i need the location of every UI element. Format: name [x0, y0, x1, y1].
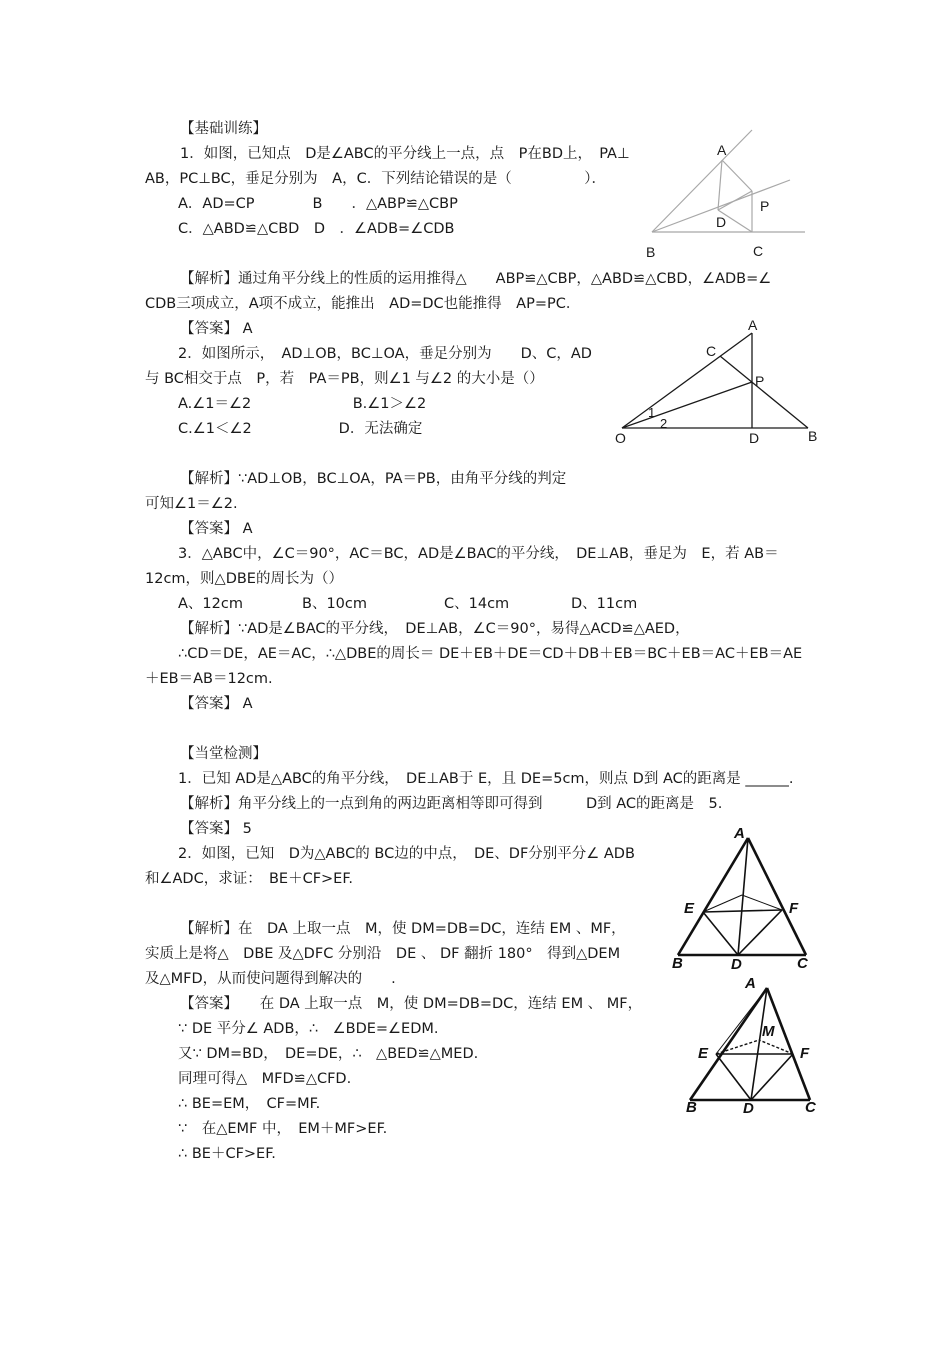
q1-fig-label-a: A — [717, 142, 727, 158]
q2-fig-angle2: 2 — [660, 416, 668, 431]
q2-stem-line2: 与 BC相交于点 P，若 PA＝PB，则∠1 与∠2 的大小是（） — [145, 371, 544, 387]
s2-q2-answer-line7: ∴ BE＋CF>EF. — [178, 1146, 276, 1162]
q3-option-c: C、14cm — [444, 596, 510, 612]
s2-q2-figure-1 — [668, 822, 813, 974]
s2-q1-answer: 【答案】 5 — [180, 821, 252, 837]
q3-analysis-line1: 【解析】∵AD是∠BAC的平分线， DE⊥AB，∠C＝90°，易得△ACD≌△AED， — [180, 621, 690, 637]
s2-fig2-label-b: B — [686, 1099, 697, 1116]
q1-fig-label-c: C — [753, 243, 764, 259]
s2-q2-stem-line2: 和∠ADC，求证： BE＋CF>EF. — [145, 871, 353, 887]
section-title-basic: 【基础训练】 — [180, 121, 267, 137]
q1-stem-line1: 1．如图，已知点 D是∠ABC的平分线上一点，点 P在BD上， PA⊥ — [180, 146, 630, 162]
q2-fig-label-a: A — [748, 317, 758, 333]
q2-options-line1: A.∠1＝∠2 B.∠1＞∠2 — [178, 396, 427, 412]
s2-fig1-label-a: A — [734, 825, 745, 842]
s2-q2-analysis-line3: 及△MFD，从而使问题得到解决的 . — [145, 971, 396, 987]
q2-fig-label-o: O — [615, 430, 626, 446]
s2-q1-stem: 1．已知 AD是△ABC的角平分线， DE⊥AB于 E，且 DE=5cm，则点 D到 AC的距离是 ______. — [178, 771, 794, 787]
q2-answer: 【答案】 A — [180, 521, 253, 537]
s2-fig2-label-a: A — [745, 975, 756, 992]
q1-fig-label-d: D — [716, 214, 727, 230]
q3-stem-line2: 12cm，则△DBE的周长为（） — [145, 571, 343, 587]
s2-fig1-label-c: C — [797, 955, 808, 972]
q2-fig-label-p: P — [755, 373, 765, 389]
q3-option-b: B、10cm — [302, 596, 367, 612]
s2-fig2-label-d: D — [743, 1100, 754, 1117]
s2-fig2-label-m: M — [762, 1023, 775, 1040]
q3-analysis-line3: ＋EB＝AB＝12cm. — [145, 671, 273, 687]
q1-fig-label-b: B — [646, 244, 656, 260]
s2-q2-answer-line6: ∵ 在△EMF 中， EM＋MF>EF. — [178, 1121, 388, 1137]
s2-fig1-label-b: B — [672, 955, 683, 972]
q2-analysis-line2: 可知∠1＝∠2. — [145, 496, 238, 512]
s2-fig2-label-f: F — [800, 1045, 810, 1062]
q1-answer: 【答案】 A — [180, 321, 253, 337]
q1-options-line1: A．AD=CP B ．△ABP≌△CBP — [178, 196, 458, 212]
q2-figure — [610, 315, 825, 450]
s2-q2-answer-line4: 同理可得△ MFD≌△CFD. — [178, 1071, 352, 1087]
section-title-check: 【当堂检测】 — [180, 746, 267, 762]
s2-fig1-label-e: E — [684, 900, 695, 917]
q3-answer: 【答案】 A — [180, 696, 253, 712]
q2-fig-angle1: 1 — [648, 405, 656, 420]
s2-q2-answer-line2: ∵ DE 平分∠ ADB，∴ ∠BDE=∠EDM. — [178, 1021, 439, 1037]
q2-fig-label-d: D — [749, 430, 760, 446]
s2-fig2-label-e: E — [698, 1045, 709, 1062]
s2-q2-figure-2 — [680, 972, 820, 1120]
s2-q2-answer-line1: 【答案】 在 DA 上取一点 M，使 DM=DB=DC，连结 EM 、 MF， — [180, 996, 643, 1012]
s2-fig1-label-f: F — [789, 900, 799, 917]
s2-fig1-label-d: D — [731, 956, 742, 973]
q1-stem-line2: AB，PC⊥BC，垂足分别为 A，C．下列结论错误的是（ ）． — [145, 171, 606, 187]
q3-option-d: D、11cm — [571, 596, 638, 612]
q2-fig-label-c: C — [706, 343, 717, 359]
s2-q2-analysis-line1: 【解析】在 DA 上取一点 M，使 DM=DB=DC，连结 EM 、MF， — [180, 921, 626, 937]
q3-option-a: A、12cm — [178, 596, 243, 612]
q2-options-line2: C.∠1＜∠2 D．无法确定 — [178, 421, 423, 437]
s2-q2-analysis-line2: 实质上是将△ DBE 及△DFC 分别沿 DE 、 DF 翻折 180° 得到△DEM — [145, 946, 621, 962]
q1-fig-label-p: P — [760, 198, 770, 214]
q2-fig-label-b: B — [808, 428, 818, 444]
q3-stem-line1: 3．△ABC中，∠C＝90°，AC＝BC，AD是∠BAC的平分线， DE⊥AB，垂足为 E，若 AB＝ — [178, 546, 779, 562]
s2-q2-answer-line3: 又∵ DM=BD， DE=DE，∴ △BED≌△MED. — [178, 1046, 479, 1062]
q1-options-line2: C．△ABD≌△CBD D ．∠ADB=∠CDB — [178, 221, 455, 237]
q1-analysis-line2: CDB三项成立，A项不成立，能推出 AD=DC也能推得 AP=PC． — [145, 296, 581, 312]
q1-analysis-line1: 【解析】通过角平分线上的性质的运用推得△ ABP≌△CBP，△ABD≌△CBD，∠ADB=∠ — [180, 271, 772, 287]
q1-figure — [640, 125, 815, 265]
q3-analysis-line2: ∴CD＝DE，AE＝AC，∴△DBE的周长＝ DE＋EB＋DE＝CD＋DB＋EB＝BC＋EB＝AC＋EB＝AE — [178, 646, 803, 662]
s2-fig2-label-c: C — [805, 1099, 816, 1116]
s2-q1-analysis: 【解析】角平分线上的一点到角的两边距离相等即可得到 D到 AC的距离是 5. — [180, 796, 723, 812]
q2-stem-line1: 2．如图所示， AD⊥OB，BC⊥OA，垂足分别为 D、C，AD — [178, 346, 592, 362]
s2-q2-stem-line1: 2．如图，已知 D为△ABC的 BC边的中点， DE、DF分别平分∠ ADB — [178, 846, 635, 862]
s2-q2-answer-line5: ∴ BE=EM， CF=MF. — [178, 1096, 321, 1112]
q2-analysis-line1: 【解析】∵AD⊥OB，BC⊥OA，PA＝PB，由角平分线的判定 — [180, 471, 567, 487]
